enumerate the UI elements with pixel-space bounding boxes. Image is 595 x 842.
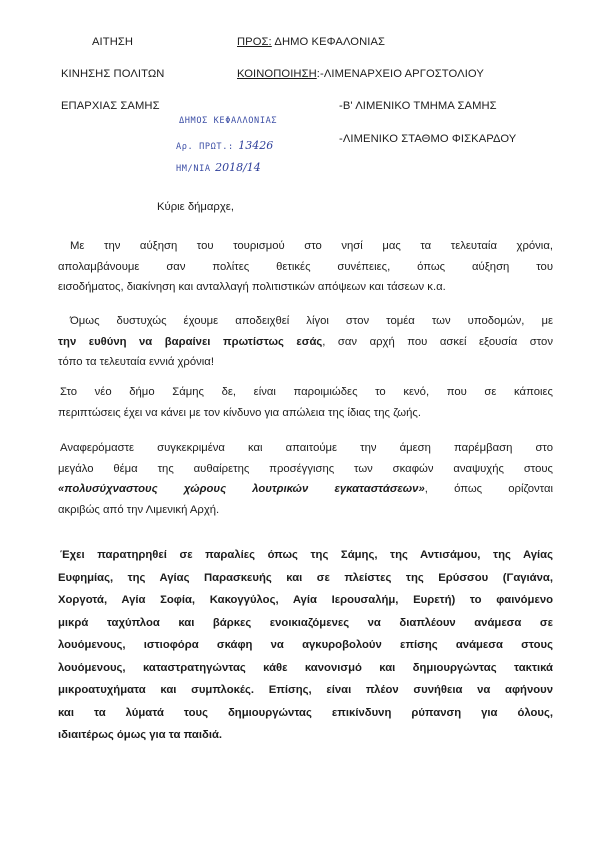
cc-line-2: -Β' ΛΙΜΕΝΙΚΟ ΤΜΗΜΑ ΣΑΜΗΣ <box>339 100 497 112</box>
header-left-line3: ΕΠΑΡΧΙΑΣ ΣΑΜΗΣ <box>61 100 160 112</box>
greeting: Κύριε δήμαρχε, <box>157 201 234 213</box>
paragraph-5-line: Έχει παρατηρηθεί σε παραλίες όπως της Σάμης, της Αντισάμου, της Αγίας <box>60 549 553 561</box>
paragraph-5-line: Χοργοτά, Αγία Σοφία, Κακογγύλος, Αγία Ιερουσαλήμ, Ευρετή) το φαινόμενο <box>58 594 553 606</box>
paragraph-3 <box>58 382 553 423</box>
bathing-areas-emphasis: «πολυσύχναστους χώρους λουτρικών εγκαταστάσεων» <box>58 483 425 495</box>
paragraph-2-rest: , σαν αρχή που ασκεί εξουσία στον <box>322 335 553 348</box>
cc-value: :-ΛΙΜΕΝΑΡΧΕΙΟ ΑΡΓΟΣΤΟΛΙΟΥ <box>316 68 484 80</box>
cc-line <box>237 68 484 80</box>
recipient-value: ΔΗΜΟ ΚΕΦΑΛΟΝΙΑΣ <box>271 36 386 48</box>
paragraph-4 <box>58 438 553 520</box>
paragraph-1-line: εισοδήματος, διακίνηση και ανταλλαγή πολιτιστικών απόψεων και τάσεων κ.α. <box>58 281 446 293</box>
paragraph-5-line: ιδιαιτέρως όμως για τα παιδιά. <box>58 729 223 741</box>
paragraph-5 <box>58 544 553 747</box>
paragraph-3-line: Στο νέο δήμο Σάμης δε, είναι παροιμιώδες το κενό, που σε κάποιες <box>60 386 553 398</box>
paragraph-4-line: Αναφερόμαστε συγκεκριμένα και απαιτούμε την άμεση παρέμβαση στο <box>60 442 553 454</box>
paragraph-2-line: Όμως δυστυχώς έχουμε αποδειχθεί λίγοι στον τομέα των υποδομών, με <box>70 315 553 327</box>
paragraph-2 <box>58 311 553 373</box>
cc-line-3: -ΛΙΜΕΝΙΚΟ ΣΤΑΘΜΟ ΦΙΣΚΑΡΔΟΥ <box>339 133 517 145</box>
stamp-protocol-label: Αρ. ΠΡΩΤ.: <box>176 142 234 152</box>
paragraph-5-line: λουόμενους, ιστιοφόρα σκάφη να αγκυροβολούν επίσης ανάμεσα στους <box>58 639 553 651</box>
paragraph-4-rest: , όπως ορίζονται <box>424 483 553 495</box>
paragraph-1-line: Με την αύξηση του τουρισμού στο νησί μας τα τελευταία χρόνια, <box>70 240 553 252</box>
paragraph-5-line: λουόμενους, καταστρατηγώντας κάθε κανονισμό και δημιουργώντας τακτικά <box>58 661 553 674</box>
paragraph-5-line: μικρά ταχύπλοα και βάρκες ενοικιαζόμενες να διαπλέουν ανάμεσα σε <box>58 616 553 629</box>
paragraph-5-line: και τα λύματά τους δημιουργώντας επικίνδυνη ρύπανση για όλους, <box>58 706 553 719</box>
recipient-label: ΠΡΟΣ: <box>237 36 272 48</box>
paragraph-2-line: τόπο τα τελευταία εννιά χρόνια! <box>58 356 214 368</box>
stamp-line1: ΔΗΜΟΣ ΚΕΦΑΛΛΟΝΙΑΣ <box>179 116 278 126</box>
paragraph-4-line: ακριβώς από την Λιμενική Αρχή. <box>58 503 220 516</box>
registration-stamp <box>176 116 326 182</box>
stamp-protocol-number: 13426 <box>238 139 274 152</box>
stamp-line2 <box>176 136 273 154</box>
paragraph-5-line: Ευφημίας, της Αγίας Παρασκευής και σε πλείστες της Ερύσσου (Γαγιάνα, <box>58 571 553 584</box>
paragraph-2-line <box>58 332 553 353</box>
paragraph-4-line <box>58 479 553 500</box>
stamp-line3 <box>176 158 261 176</box>
recipient-line <box>237 36 385 48</box>
paragraph-1 <box>58 236 553 298</box>
cc-label: ΚΟΙΝΟΠΟΙΗΣΗ <box>237 68 317 80</box>
stamp-date-label: ΗΜ/ΝΙΑ <box>176 164 211 174</box>
responsibility-emphasis: την ευθύνη να βαραίνει πρωτίστως εσάς <box>58 335 323 348</box>
paragraph-3-line: περιπτώσεις έχει να κάνει με τον κίνδυνο για απώλεια της ίδιας της ζωής. <box>58 406 421 419</box>
paragraph-4-line: μεγάλο θέμα της αυθαίρετης προσέγγισης των σκαφών αναψυχής στους <box>58 462 553 475</box>
paragraph-1-line: απολαμβάνουμε σαν πολίτες θετικές συνέπειες, όπως αύξηση του <box>58 260 553 273</box>
stamp-date-value: 2018/14 <box>215 161 261 174</box>
header-left-line2: ΚΙΝΗΣΗΣ ΠΟΛΙΤΩΝ <box>61 68 165 80</box>
paragraph-5-line: μικροατυχήματα και συμπλοκές. Επίσης, είναι πλέον συνήθεια να αφήνουν <box>58 684 553 696</box>
header-left-line1: ΑΙΤΗΣΗ <box>92 36 134 48</box>
